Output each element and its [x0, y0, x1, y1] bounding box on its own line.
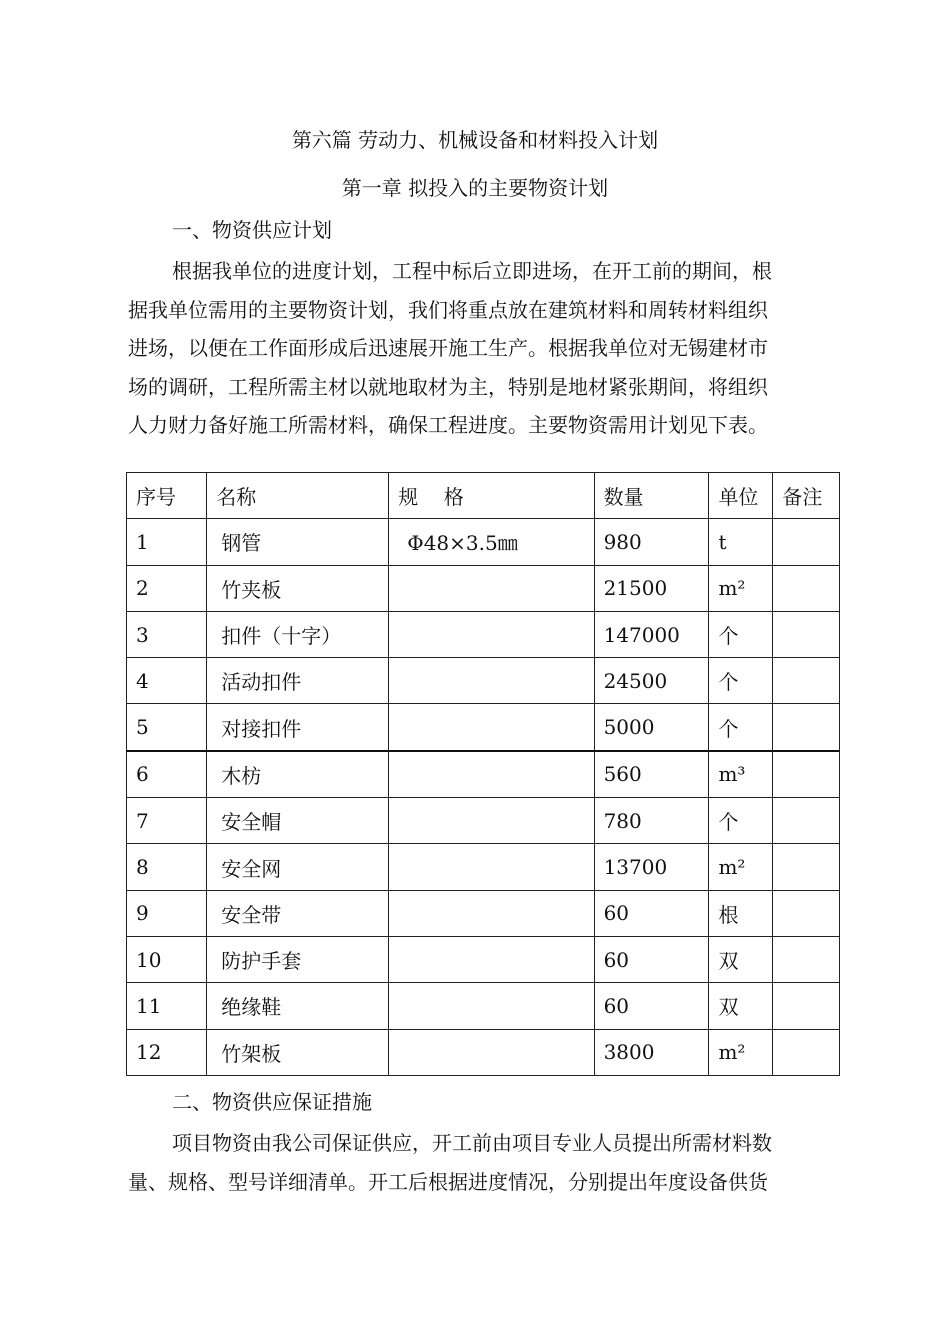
table-row	[127, 519, 840, 565]
cell-note	[773, 1029, 840, 1075]
header-unit: 单位	[709, 473, 773, 519]
cell-name: 安全网	[207, 844, 389, 890]
table-header-row	[127, 473, 840, 519]
cell-note	[773, 983, 840, 1029]
section1-paragraph	[128, 252, 840, 445]
cell-note	[773, 798, 840, 844]
cell-name: 活动扣件	[207, 658, 389, 704]
cell-no: 5	[127, 704, 207, 751]
cell-no: 4	[127, 658, 207, 704]
cell-unit: 双	[709, 983, 773, 1029]
cell-qty: 24500	[594, 658, 709, 704]
cell-qty: 5000	[594, 704, 709, 751]
table-row	[127, 1029, 840, 1075]
table-row	[127, 658, 840, 704]
cell-note	[773, 890, 840, 936]
cell-no: 9	[127, 890, 207, 936]
cell-unit: 根	[709, 890, 773, 936]
table-row	[127, 936, 840, 982]
cell-name: 安全带	[207, 890, 389, 936]
header-note: 备注	[773, 473, 840, 519]
cell-name: 安全帽	[207, 798, 389, 844]
cell-note	[773, 704, 840, 751]
paragraph-line: 场的调研，工程所需主材以就地取材为主，特别是地材紧张期间，将组织	[128, 374, 768, 399]
cell-name: 对接扣件	[207, 704, 389, 751]
table-row	[127, 565, 840, 611]
cell-qty: 3800	[594, 1029, 709, 1075]
header-name: 名称	[207, 473, 389, 519]
cell-qty: 60	[594, 983, 709, 1029]
cell-spec	[389, 565, 594, 611]
cell-spec	[389, 890, 594, 936]
cell-note	[773, 936, 840, 982]
paragraph-line: 项目物资由我公司保证供应，开工前由项目专业人员提出所需材料数	[172, 1131, 772, 1155]
cell-qty: 560	[594, 751, 709, 798]
paragraph-line: 量、规格、型号详细清单。开工后根据进度情况，分别提出年度设备供货	[128, 1169, 768, 1194]
cell-qty: 60	[594, 890, 709, 936]
cell-no: 11	[127, 983, 207, 1029]
cell-unit: 双	[709, 936, 773, 982]
cell-name: 钢管	[207, 519, 389, 565]
cell-note	[773, 751, 840, 798]
cell-spec	[389, 704, 594, 751]
cell-no: 1	[127, 519, 207, 565]
cell-note	[773, 844, 840, 890]
cell-unit: t	[709, 519, 773, 565]
table-row	[127, 890, 840, 936]
paragraph-line: 据我单位需用的主要物资计划，我们将重点放在建筑材料和周转材料组织	[128, 297, 768, 322]
cell-no: 10	[127, 936, 207, 982]
chapter-title: 第一章 拟投入的主要物资计划	[341, 176, 609, 200]
cell-spec	[389, 658, 594, 704]
cell-qty: 60	[594, 936, 709, 982]
cell-name: 绝缘鞋	[207, 983, 389, 1029]
cell-spec	[389, 1029, 594, 1075]
cell-unit: 个	[709, 611, 773, 657]
cell-no: 3	[127, 611, 207, 657]
cell-name: 防护手套	[207, 936, 389, 982]
cell-name: 竹夹板	[207, 565, 389, 611]
header-spec: 规 格	[389, 473, 594, 519]
paragraph-line: 人力财力备好施工所需材料，确保工程进度。主要物资需用计划见下表。	[128, 413, 768, 437]
cell-no: 7	[127, 798, 207, 844]
table-row	[127, 704, 840, 751]
cell-qty: 980	[594, 519, 709, 565]
part-title: 第六篇 劳动力、机械设备和材料投入计划	[291, 128, 659, 152]
materials-table	[126, 472, 840, 1076]
cell-spec	[389, 936, 594, 982]
table-row	[127, 611, 840, 657]
cell-qty: 13700	[594, 844, 709, 890]
table-row	[127, 798, 840, 844]
cell-qty: 780	[594, 798, 709, 844]
cell-no: 12	[127, 1029, 207, 1075]
paragraph-line: 根据我单位的进度计划，工程中标后立即进场，在开工前的期间，根	[172, 259, 772, 283]
cell-no: 8	[127, 844, 207, 890]
cell-no: 2	[127, 565, 207, 611]
cell-unit: 个	[709, 798, 773, 844]
cell-unit: 个	[709, 704, 773, 751]
cell-spec	[389, 611, 594, 657]
section1-heading: 一、物资供应计划	[172, 218, 332, 242]
cell-note	[773, 565, 840, 611]
cell-name: 木枋	[207, 751, 389, 798]
table-row	[127, 751, 840, 798]
section2-heading: 二、物资供应保证措施	[172, 1090, 372, 1114]
cell-unit: 个	[709, 658, 773, 704]
cell-spec: Φ48×3.5㎜	[389, 519, 594, 565]
cell-name: 竹架板	[207, 1029, 389, 1075]
table-row	[127, 844, 840, 890]
cell-no: 6	[127, 751, 207, 798]
cell-spec	[389, 983, 594, 1029]
table-row	[127, 983, 840, 1029]
cell-qty: 21500	[594, 565, 709, 611]
header-qty: 数量	[594, 473, 709, 519]
cell-name: 扣件（十字）	[207, 611, 389, 657]
cell-spec	[389, 751, 594, 798]
cell-unit: m³	[709, 751, 773, 798]
cell-unit: m²	[709, 844, 773, 890]
cell-note	[773, 611, 840, 657]
header-no: 序号	[127, 473, 207, 519]
cell-unit: m²	[709, 565, 773, 611]
cell-unit: m²	[709, 1029, 773, 1075]
section2-paragraph	[128, 1124, 840, 1201]
cell-spec	[389, 844, 594, 890]
paragraph-line: 进场，以便在工作面形成后迅速展开施工生产。根据我单位对无锡建材市	[128, 336, 768, 360]
cell-spec	[389, 798, 594, 844]
cell-note	[773, 519, 840, 565]
cell-qty: 147000	[594, 611, 709, 657]
cell-note	[773, 658, 840, 704]
